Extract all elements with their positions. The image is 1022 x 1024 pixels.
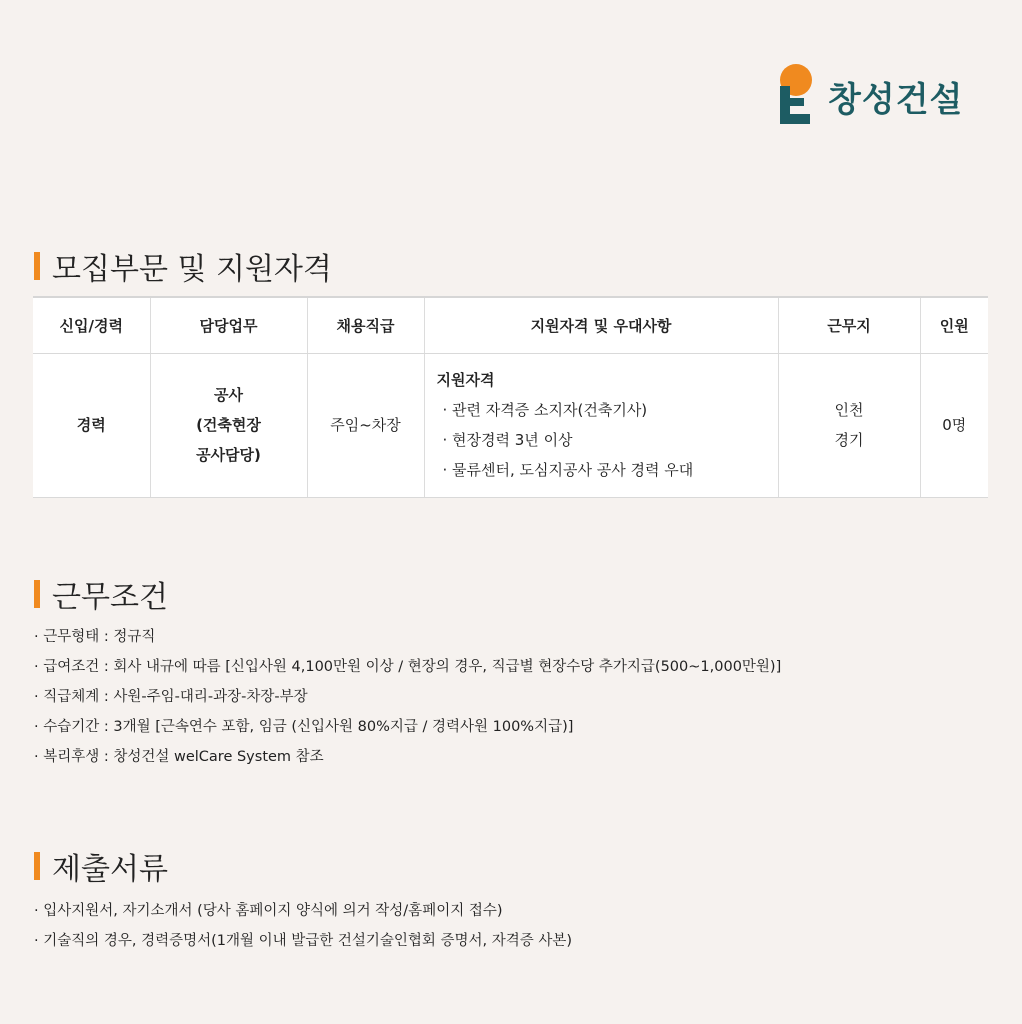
list-item: · 급여조건 : 회사 내규에 따름 [신입사원 4,100만원 이상 / 현장의 경우, 직급별 현장수당 추가지급(500~1,000만원)] bbox=[34, 659, 782, 675]
cell-duty bbox=[150, 353, 307, 497]
cell-count: 0명 bbox=[920, 353, 988, 497]
list-item: · 입사지원서, 자기소개서 (당사 홈페이지 양식에 의거 작성/홈페이지 접수) bbox=[34, 903, 503, 919]
logo-mark-icon bbox=[776, 64, 816, 128]
cell-location bbox=[778, 353, 920, 497]
logo-text: 창성건설 bbox=[828, 79, 964, 120]
cell-qualification bbox=[424, 353, 778, 497]
qual-heading: 지원자격 bbox=[436, 371, 495, 389]
header-rank: 채용직급 bbox=[307, 297, 424, 353]
section-title-text: 제출서류 bbox=[52, 852, 168, 887]
list-item: · 복리후생 : 창성건설 welCare System 참조 bbox=[34, 749, 324, 765]
table-row bbox=[33, 353, 988, 497]
qual-item: · 관련 자격증 소지자(건축기사) bbox=[442, 401, 648, 419]
company-logo bbox=[776, 64, 963, 128]
location-line: 인천 bbox=[834, 401, 864, 419]
list-item: · 직급체계 : 사원-주임-대리-과장-차장-부장 bbox=[34, 689, 308, 705]
section-title-text: 근무조건 bbox=[52, 580, 168, 615]
qual-item: · 현장경력 3년 이상 bbox=[442, 431, 573, 449]
documents-list bbox=[34, 896, 572, 956]
cell-rank: 주임~차장 bbox=[307, 353, 424, 497]
section-title-documents bbox=[34, 844, 168, 888]
header-career: 신입/경력 bbox=[33, 297, 150, 353]
recruit-table bbox=[33, 296, 988, 498]
section-bar bbox=[34, 580, 40, 608]
duty-line: 공사담당) bbox=[196, 446, 261, 464]
section-bar bbox=[34, 852, 40, 880]
section-title-recruit bbox=[34, 244, 332, 288]
cell-career: 경력 bbox=[33, 353, 150, 497]
header-location: 근무지 bbox=[778, 297, 920, 353]
header-count: 인원 bbox=[920, 297, 988, 353]
section-title-text: 모집부문 및 지원자격 bbox=[52, 252, 332, 287]
conditions-list bbox=[34, 622, 781, 772]
section-bar bbox=[34, 252, 40, 280]
list-item: · 수습기간 : 3개월 [근속연수 포함, 임금 (신입사원 80%지급 / 경력사원 100%지급)] bbox=[34, 719, 574, 735]
list-item: · 근무형태 : 정규직 bbox=[34, 629, 156, 645]
duty-line: 공사 bbox=[214, 386, 243, 404]
duty-line: (건축현장 bbox=[196, 416, 261, 434]
location-line: 경기 bbox=[834, 431, 864, 449]
list-item: · 기술직의 경우, 경력증명서(1개월 이내 발급한 건설기술인협회 증명서, 자격증 사본) bbox=[34, 933, 573, 949]
header-duty: 담당업무 bbox=[150, 297, 307, 353]
table-header-row bbox=[33, 297, 988, 353]
qual-item: · 물류센터, 도심지공사 공사 경력 우대 bbox=[442, 461, 694, 479]
header-qualification: 지원자격 및 우대사항 bbox=[424, 297, 778, 353]
section-title-conditions bbox=[34, 572, 168, 616]
